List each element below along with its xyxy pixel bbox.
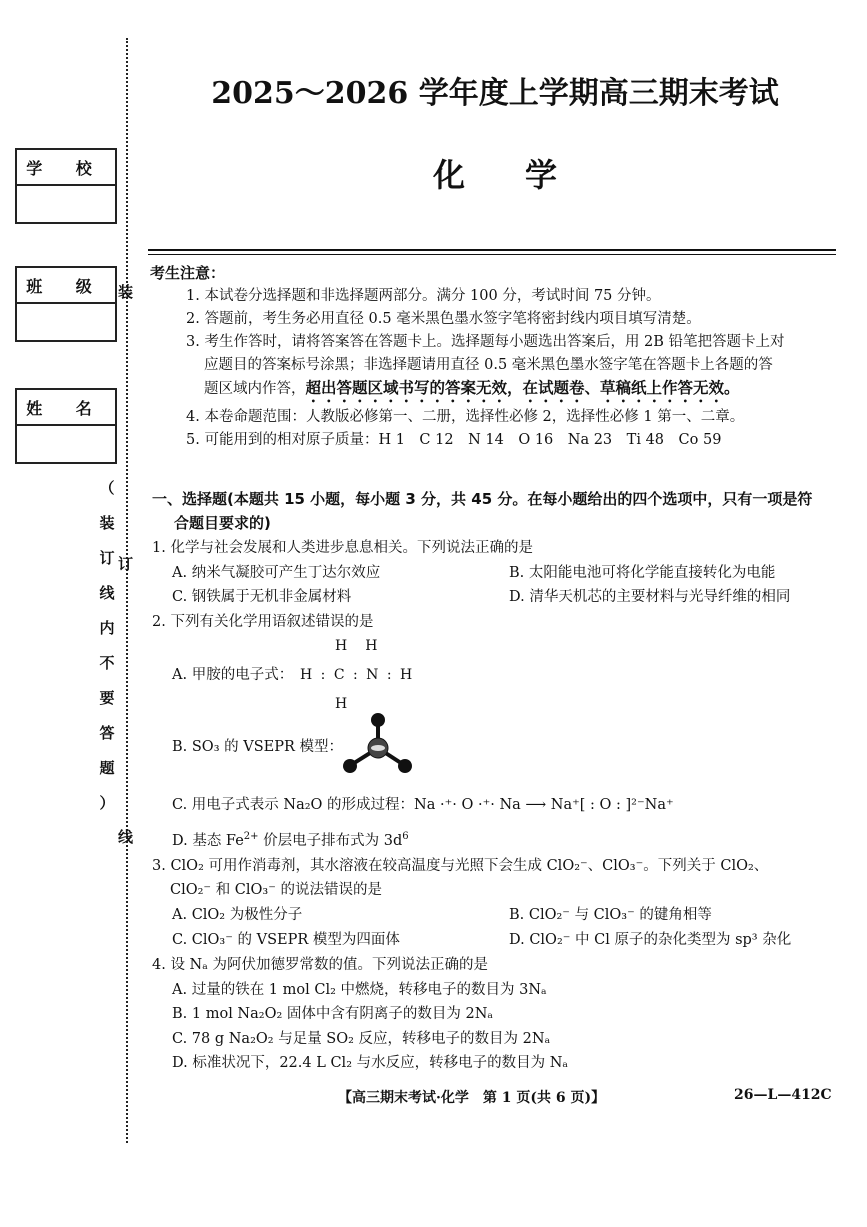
q2-option-a-label: A. 甲胺的电子式： (172, 667, 294, 683)
structure-top-row: H H (335, 638, 380, 654)
vertical-char: 线 (99, 584, 115, 602)
notice-item-3-cont2 (150, 377, 840, 406)
vertical-char: 内 (99, 619, 115, 637)
vertical-char: 答 (99, 724, 115, 742)
class-field[interactable] (17, 304, 115, 340)
q4-option-d: D. 标准状况下，22.4 L Cl₂ 与水反应，转移电子的数目为 Nₐ (172, 1055, 569, 1071)
side-char-xian: 线 (118, 828, 134, 846)
notice-item-3-tail: 题区域内作答， (204, 381, 306, 397)
notice-emphasis: 超出答题区域书写的答案无效，在试题卷、草稿纸上作答无效。 (305, 379, 740, 397)
q1-option-c: C. 钢铁属于无机非金属材料 (172, 589, 352, 605)
notice-item-4: 4. 本卷命题范围：人教版必修第一、二册，选择性必修 2，选择性必修 1 第一、二章。 (186, 409, 745, 425)
q2-stem: 2. 下列有关化学用语叙述错误的是 (152, 614, 374, 630)
q1-option-a: A. 纳米气凝胶可产生丁达尔效应 (172, 565, 381, 581)
vertical-char: 要 (99, 689, 115, 707)
q2-d-pre: D. 基态 Fe (172, 833, 244, 849)
binding-dotted-line (126, 38, 128, 1143)
exam-title: 2025～2026 学年度上学期高三期末考试 (211, 76, 779, 111)
name-field[interactable] (17, 426, 115, 462)
school-box (15, 148, 117, 224)
notice-item-3-cont: 应题目的答案标号涂黑；非选择题请用直径 0.5 毫米黑色墨水签字笔在答题卡上各题的答 (204, 357, 773, 373)
footer-page-info: 【高三期末考试·化学 第 1 页(共 6 页)】 (338, 1090, 606, 1106)
vertical-char: （ (99, 479, 115, 497)
q3-option-a: A. ClO₂ 为极性分子 (172, 907, 303, 923)
section-heading-line2: 合题目要求的) (174, 514, 271, 532)
vertical-char: 装 (99, 514, 115, 532)
vertical-char: 题 (99, 759, 115, 777)
q2-d-post: 价层电子排布式为 3d (258, 833, 403, 849)
q4-stem: 4. 设 Nₐ 为阿伏加德罗常数的值。下列说法正确的是 (152, 957, 488, 973)
q2-d-sup2: 6 (402, 831, 409, 843)
vertical-char: 订 (99, 549, 115, 567)
q2-option-d (172, 830, 409, 852)
q3-stem-2: ClO₂⁻ 和 ClO₃⁻ 的说法错误的是 (170, 882, 382, 898)
q4-option-c: C. 78 g Na₂O₂ 与足量 SO₂ 反应，转移电子的数目为 2Nₐ (172, 1031, 551, 1047)
notice-item-3: 3. 考生作答时，请将答案答在答题卡上。选择题每小题选出答案后，用 2B 铅笔把答题卡上对 (186, 334, 785, 350)
vertical-char: ） (99, 794, 115, 812)
methylamine-structure (300, 636, 414, 714)
q2-option-c: C. 用电子式表示 Na₂O 的形成过程：Na ·⁺· O ·⁺· Na ⟶ Na⁺[ : O : ]²⁻Na⁺ (172, 797, 674, 813)
class-box (15, 266, 117, 342)
class-label: 班 级 (17, 268, 115, 304)
notice-item-1: 1. 本试卷分选择题和非选择题两部分。满分 100 分，考试时间 75 分钟。 (186, 288, 661, 304)
q3-option-d: D. ClO₂⁻ 中 Cl 原子的杂化类型为 sp³ 杂化 (509, 932, 792, 948)
notice-item-5: 5. 可能用到的相对原子质量：H 1 C 12 N 14 O 16 Na 23 Ti 48 Co 59 (186, 432, 722, 448)
q2-d-sup: 2+ (243, 831, 259, 843)
side-char-zhuang: 装 (118, 283, 134, 301)
name-label: 姓 名 (17, 390, 115, 426)
footer-code: 26—L—412C (734, 1087, 832, 1103)
name-box (15, 388, 117, 464)
q3-stem-1: 3. ClO₂ 可用作消毒剂，其水溶液在较高温度与光照下会生成 ClO₂⁻、ClO₃⁻。下列关于 ClO₂、 (152, 858, 769, 874)
q1-option-d: D. 清华天机芯的主要材料与光导纤维的相同 (509, 589, 791, 605)
vertical-char: 不 (99, 654, 115, 672)
q3-option-c: C. ClO₃⁻ 的 VSEPR 模型为四面体 (172, 932, 400, 948)
q4-option-b: B. 1 mol Na₂O₂ 固体中含有阴离子的数目为 2Nₐ (172, 1006, 494, 1022)
structure-mid-row: H : C : N : H (300, 667, 415, 683)
q1-option-b: B. 太阳能电池可将化学能直接转化为电能 (509, 565, 776, 581)
structure-bottom-row: H (335, 696, 348, 712)
q1-stem: 1. 化学与社会发展和人类进步息息相关。下列说法正确的是 (152, 540, 533, 556)
school-label: 学 校 (17, 150, 115, 186)
section-heading (152, 487, 842, 535)
q4-option-a: A. 过量的铁在 1 mol Cl₂ 中燃烧，转移电子的数目为 3Nₐ (172, 982, 547, 998)
so3-vsepr-model-icon (338, 710, 418, 780)
header-rule-thick (148, 249, 836, 251)
school-field[interactable] (17, 186, 115, 222)
header-rule-thin (148, 254, 836, 255)
q2-option-b-label: B. SO₃ 的 VSEPR 模型： (172, 739, 343, 755)
side-char-ding: 订 (118, 555, 134, 573)
subject-title: 化学 (432, 156, 617, 194)
q3-option-b: B. ClO₂⁻ 与 ClO₃⁻ 的键角相等 (509, 907, 712, 923)
notice-block (150, 262, 840, 452)
notice-heading: 考生注意： (150, 264, 226, 282)
notice-item-2: 2. 答题前，考生务必用直径 0.5 毫米黑色墨水签字笔将密封线内项目填写清楚。 (186, 311, 701, 327)
section-heading-line1: 一、选择题(本题共 15 小题，每小题 3 分，共 45 分。在每小题给出的四个选项中，只有一项是符 (152, 490, 813, 508)
vertical-warning (95, 470, 119, 820)
